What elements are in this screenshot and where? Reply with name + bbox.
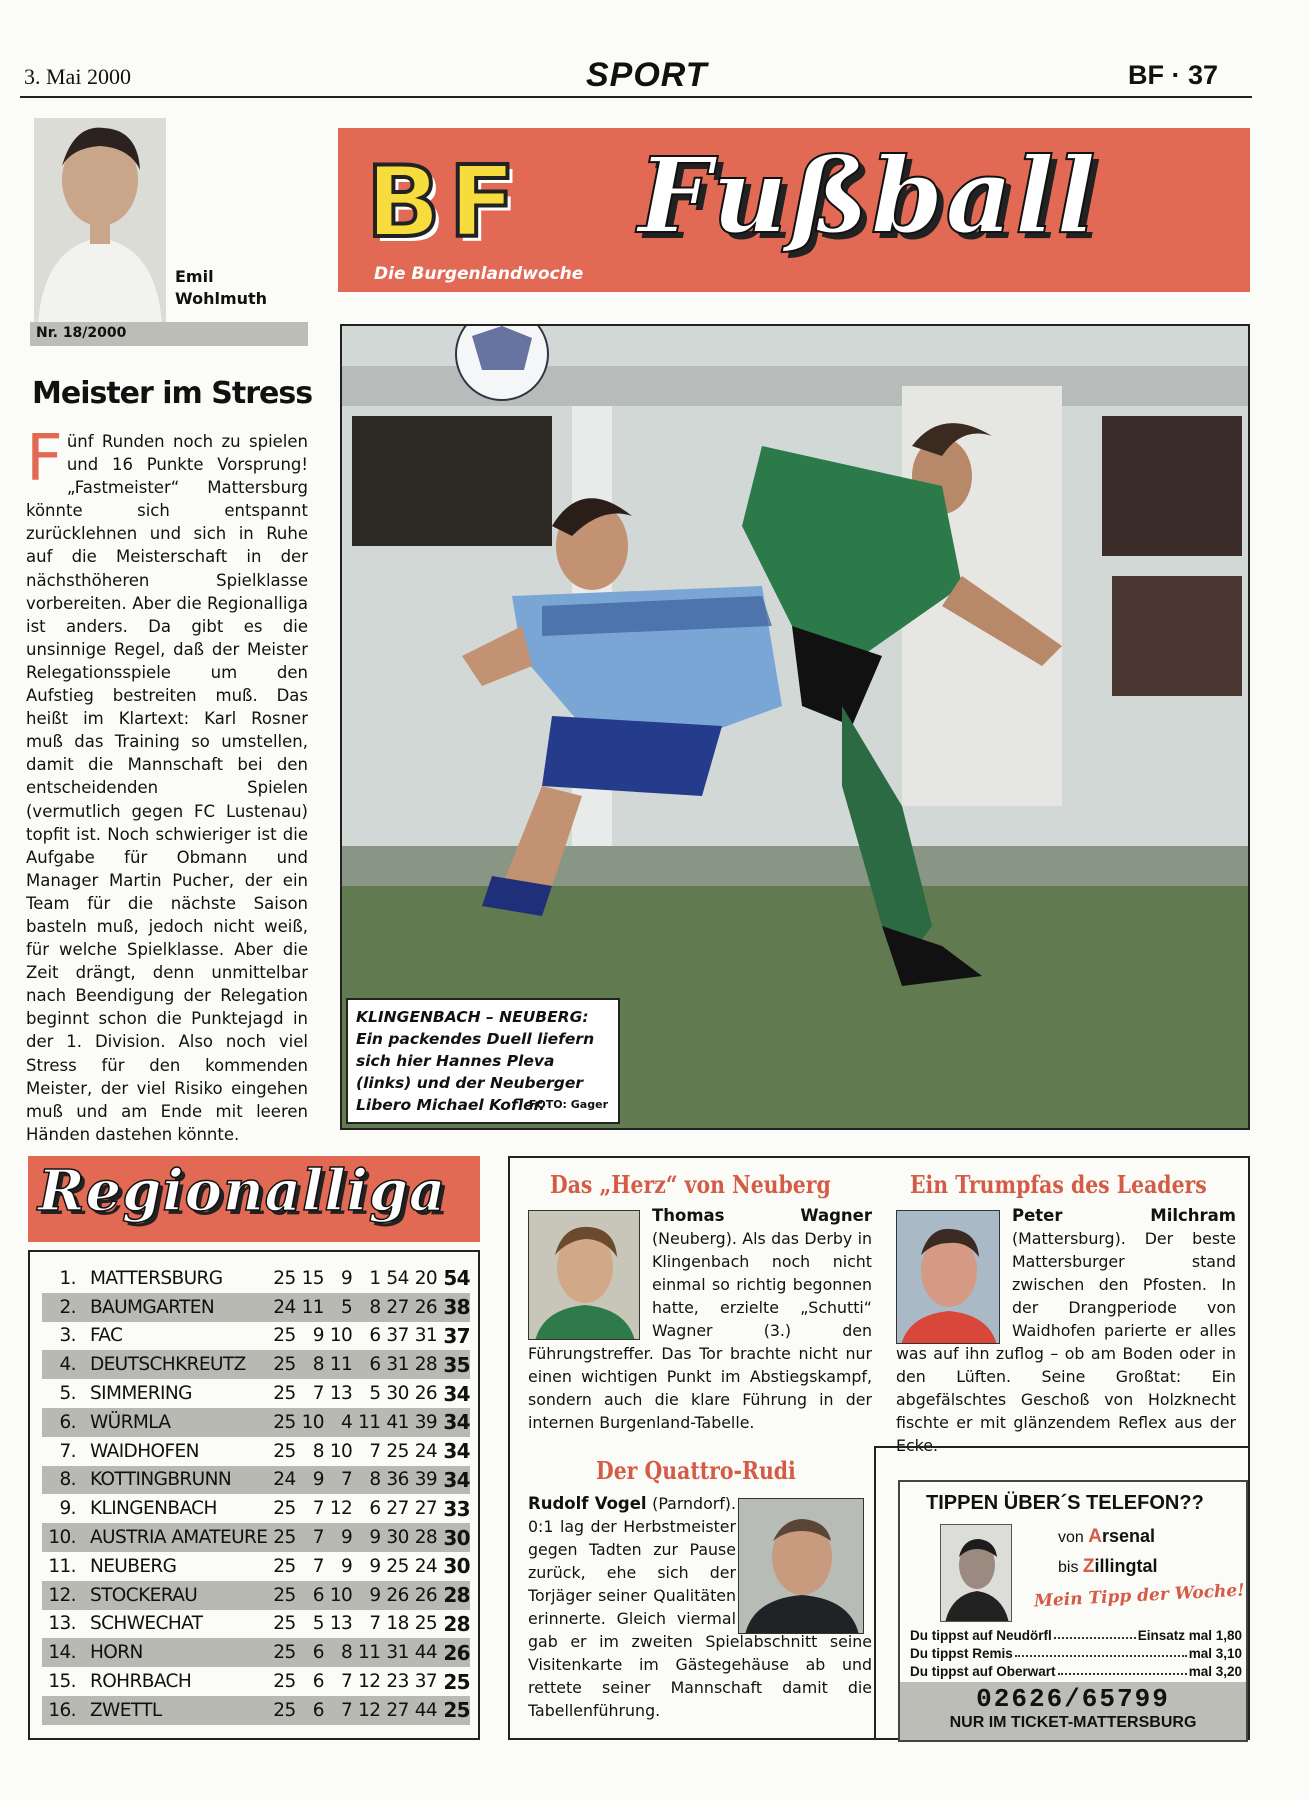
standing-goals-for: 41 xyxy=(380,1408,408,1437)
standing-goals-against: 24 xyxy=(414,1440,438,1462)
standing-rank: 12. xyxy=(42,1581,76,1610)
article-herz-text: (Neuberg). Als das Derby in Klingenbach noch nicht einmal so richtig begonnen hatte, erzielte „Schutti“ Wagner (3.) den Führungstreffer. Das Tor brachte nicht nur einen wichtigen Punkt im Abstiegskampf, sondern auch die klare Führung in der internen Burgenland-Tabelle. xyxy=(528,1229,872,1432)
standing-games: 25 xyxy=(273,1671,296,1693)
article-trumpf-body xyxy=(896,1204,1236,1457)
standing-goals-for: 18 xyxy=(386,1613,409,1635)
standing-wins: 9 xyxy=(312,1325,324,1347)
standing-points: 37 xyxy=(443,1323,470,1348)
bf-fussball-banner xyxy=(338,128,1250,292)
standing-rank: 1. xyxy=(59,1267,76,1289)
standing-points: 33 xyxy=(443,1496,470,1521)
standing-losses: 1 xyxy=(369,1267,381,1289)
standing-wins: 7 xyxy=(312,1498,324,1520)
standings-row xyxy=(42,1264,470,1293)
column-text xyxy=(26,422,308,1146)
tippen-phone: 02626/65799 xyxy=(976,1684,1170,1714)
standing-rank: 14. xyxy=(42,1638,76,1667)
standing-games: 25 xyxy=(273,1498,296,1520)
standing-rank: 9. xyxy=(59,1498,76,1520)
header-rule xyxy=(20,96,1252,98)
standing-losses: 11 xyxy=(352,1638,380,1667)
tippen-phone-bar xyxy=(900,1682,1246,1740)
standing-games: 24 xyxy=(267,1293,295,1322)
standing-wins: 8 xyxy=(296,1350,324,1379)
standing-losses: 7 xyxy=(369,1613,381,1635)
tippen-from-rest: rsenal xyxy=(1101,1526,1156,1546)
standing-games: 25 xyxy=(273,1613,296,1635)
standing-wins: 5 xyxy=(312,1613,324,1635)
standing-rank: 11. xyxy=(48,1555,76,1577)
standing-games: 25 xyxy=(273,1440,296,1462)
standings-row xyxy=(42,1552,470,1581)
standing-games: 25 xyxy=(273,1325,296,1347)
standing-rank: 15. xyxy=(48,1671,76,1693)
standings-row xyxy=(42,1610,470,1639)
standing-team: AUSTRIA AMATEURE xyxy=(76,1523,267,1552)
standing-team: MATTERSBURG xyxy=(89,1267,223,1289)
article-herz-name: Thomas Wagner xyxy=(652,1206,872,1225)
standing-wins: 6 xyxy=(296,1638,324,1667)
standings-row xyxy=(42,1523,470,1552)
standing-team: SCHWECHAT xyxy=(89,1613,203,1635)
league-title: Regionalliga xyxy=(38,1158,447,1224)
standings-row xyxy=(42,1379,470,1408)
article-herz-title: Das „Herz“ von Neuberg xyxy=(550,1170,831,1199)
league-table xyxy=(28,1250,480,1740)
standing-wins: 8 xyxy=(312,1440,324,1462)
standing-draws: 7 xyxy=(324,1466,352,1495)
standing-goals-against: 44 xyxy=(409,1638,437,1667)
standing-wins: 6 xyxy=(312,1671,324,1693)
standings-table xyxy=(42,1264,470,1725)
author-name: Emil Wohlmuth xyxy=(175,267,268,308)
standing-wins: 7 xyxy=(312,1555,324,1577)
standing-games: 25 xyxy=(267,1523,295,1552)
standing-team: ROHRBACH xyxy=(89,1671,192,1693)
tippen-motto: Mein Tipp der Woche! xyxy=(1033,1580,1246,1612)
standing-team: STOCKERAU xyxy=(76,1581,267,1610)
standing-goals-for: 27 xyxy=(386,1498,409,1520)
article-herz-body xyxy=(528,1204,872,1434)
standing-losses: 11 xyxy=(352,1408,380,1437)
page-number: BF · 37 xyxy=(1128,60,1219,90)
standing-goals-against: 39 xyxy=(409,1408,437,1437)
standing-wins: 6 xyxy=(296,1581,324,1610)
standing-goals-for: 37 xyxy=(386,1325,409,1347)
standing-points: 34 xyxy=(443,1439,470,1464)
standing-draws: 9 xyxy=(341,1267,353,1289)
standing-goals-against: 25 xyxy=(414,1613,438,1635)
standing-goals-for: 31 xyxy=(380,1638,408,1667)
standing-goals-for: 25 xyxy=(386,1440,409,1462)
photo-caption xyxy=(346,998,620,1124)
standing-games: 25 xyxy=(267,1350,295,1379)
tippen-top-rule xyxy=(876,1446,1250,1448)
standings-row xyxy=(42,1408,470,1437)
tippen-photo xyxy=(940,1524,1012,1622)
standing-games: 25 xyxy=(273,1555,296,1577)
standing-losses: 9 xyxy=(352,1523,380,1552)
standing-goals-against: 26 xyxy=(409,1293,437,1322)
standing-team: DEUTSCHKREUTZ xyxy=(76,1350,267,1379)
standing-goals-against: 44 xyxy=(409,1696,437,1725)
standing-losses: 7 xyxy=(369,1440,381,1462)
tip-line xyxy=(910,1628,1242,1643)
standing-draws: 13 xyxy=(329,1613,353,1635)
standing-games: 25 xyxy=(267,1696,295,1725)
standing-goals-against: 26 xyxy=(414,1383,438,1405)
standing-points: 54 xyxy=(443,1266,470,1291)
article-trumpf-name: Peter Milchram xyxy=(1012,1206,1236,1225)
standing-goals-for: 25 xyxy=(386,1555,409,1577)
standing-rank: 2. xyxy=(42,1293,76,1322)
tip-line-left: Du tippst Remis xyxy=(910,1646,1013,1661)
article-rudi-body xyxy=(528,1492,872,1722)
standings-row xyxy=(42,1322,470,1351)
issue-date: 3. Mai 2000 xyxy=(24,64,131,89)
standing-draws: 11 xyxy=(324,1350,352,1379)
standing-losses: 12 xyxy=(358,1671,381,1693)
caption-text: KLINGENBACH – NEUBERG: Ein packendes Duell liefern sich hier Hannes Pleva (links) und der Neuberger Libero Michael Kofler. xyxy=(356,1008,595,1114)
tip-line-right: mal 3,20 xyxy=(1188,1664,1242,1679)
standing-goals-for: 54 xyxy=(386,1267,409,1289)
standing-rank: 6. xyxy=(42,1408,76,1437)
standing-goals-against: 39 xyxy=(409,1466,437,1495)
standing-goals-against: 31 xyxy=(414,1325,438,1347)
standings-row xyxy=(42,1293,470,1322)
standing-goals-for: 31 xyxy=(380,1350,408,1379)
tip-line-right: mal 3,10 xyxy=(1188,1646,1242,1661)
article-rudi-text: (Parndorf). 0:1 lag der Herbstmeister gegen Tadten zur Pause zurück, ehe sich der Torjäger seiner Qualitäten erinnerte. Gleich viermal gab er im zweiten Spielabschnitt seine Visitenkarte im Gästegehäuse ab und rettete seiner Mannschaft damit die Tabellenführung. xyxy=(528,1494,872,1720)
standing-goals-against: 20 xyxy=(414,1267,438,1289)
tip-line xyxy=(910,1664,1242,1679)
standing-goals-for: 36 xyxy=(380,1466,408,1495)
tip-line-dots xyxy=(1054,1628,1136,1639)
standing-points: 30 xyxy=(437,1523,470,1552)
standing-team: ZWETTL xyxy=(76,1696,267,1725)
bf-logo: BF xyxy=(366,146,524,260)
standing-games: 25 xyxy=(267,1638,295,1667)
rudi-tippen-divider xyxy=(874,1446,876,1740)
standing-goals-for: 30 xyxy=(380,1523,408,1552)
standing-points: 30 xyxy=(443,1554,470,1579)
standings-row xyxy=(42,1638,470,1667)
standing-team: HORN xyxy=(76,1638,267,1667)
standing-rank: 16. xyxy=(42,1696,76,1725)
column-body: ünf Runden noch zu spielen und 16 Punkte Vorsprung! „Fastmeister“ Mattersburg könnte sich entspannt zurücklehnen und sich in Ruhe auf die Meisterschaft in der nächsthöheren Spielklasse vorbereiten. Aber die Regionalliga ist anders. Da gibt es die unsinnige Regel, daß der Meister Relegationsspiele um den Aufstieg bestreiten muß. Das heißt im Klartext: Karl Rosner muß das Training so umstellen, damit die Mannschaft bei den entscheidenden Spielen (vermutlich gegen FC Lustenau) topfit ist. Noch schwieriger ist die Aufgabe für Obmann und Manager Martin Pucher, der ein Team für die nächste Saison basteln muß, jedoch nicht weiß, für welche Spielklasse. Aber die Zeit drängt, denn unmittelbar nach Beendigung der Relegation beginnt schon die Punktejagd in der 1. Division. Also noch viel Stress für den kommenden Meister, der viel Risiko eingehen muß und am Ende mit leeren Händen dastehen könnte. xyxy=(26,432,308,1144)
article-rudi-title: Der Quattro-Rudi xyxy=(596,1456,796,1485)
standing-rank: 10. xyxy=(42,1523,76,1552)
tippen-to-rest: illingtal xyxy=(1094,1556,1158,1576)
author-portrait-icon xyxy=(34,118,166,324)
standings-row xyxy=(42,1581,470,1610)
tippen-from-prefix: von xyxy=(1058,1529,1089,1546)
standing-rank: 13. xyxy=(48,1613,76,1635)
standing-wins: 9 xyxy=(296,1466,324,1495)
standing-draws: 7 xyxy=(324,1696,352,1725)
standing-losses: 8 xyxy=(352,1466,380,1495)
photo-credit: FOTO: Gager xyxy=(528,1098,608,1111)
tippen-portrait-icon xyxy=(941,1525,1012,1622)
standing-draws: 4 xyxy=(324,1408,352,1437)
column-headline: Meister im Stress xyxy=(32,376,313,411)
standing-games: 25 xyxy=(267,1408,295,1437)
standing-losses: 12 xyxy=(352,1696,380,1725)
standing-draws: 13 xyxy=(329,1383,353,1405)
standings-row xyxy=(42,1667,470,1696)
standing-wins: 7 xyxy=(312,1383,324,1405)
standing-losses: 9 xyxy=(369,1555,381,1577)
standing-team: NEUBERG xyxy=(89,1555,177,1577)
standing-points: 38 xyxy=(437,1293,470,1322)
tippen-title: TIPPEN ÜBER´S TELEFON?? xyxy=(926,1492,1204,1514)
standing-draws: 7 xyxy=(341,1671,353,1693)
standing-rank: 8. xyxy=(42,1466,76,1495)
standing-wins: 10 xyxy=(296,1408,324,1437)
tippen-to-prefix: bis xyxy=(1058,1559,1083,1576)
standing-points: 34 xyxy=(443,1381,470,1406)
standing-rank: 3. xyxy=(59,1325,76,1347)
standing-draws: 12 xyxy=(329,1498,353,1520)
standing-goals-for: 27 xyxy=(380,1696,408,1725)
tip-line-right: Einsatz mal 1,80 xyxy=(1137,1628,1242,1643)
dropcap: F xyxy=(26,422,63,496)
standing-draws: 9 xyxy=(324,1523,352,1552)
standing-team: BAUMGARTEN xyxy=(76,1293,267,1322)
standing-goals-against: 26 xyxy=(409,1581,437,1610)
standings-row xyxy=(42,1696,470,1725)
standing-points: 28 xyxy=(437,1581,470,1610)
standing-goals-against: 27 xyxy=(414,1498,438,1520)
tip-line-left: Du tippst auf Oberwart xyxy=(910,1664,1056,1679)
standing-goals-for: 30 xyxy=(386,1383,409,1405)
section-title: SPORT xyxy=(586,56,708,94)
issue-number: Nr. 18/2000 xyxy=(30,322,308,346)
standing-rank: 5. xyxy=(59,1383,76,1405)
standing-games: 24 xyxy=(267,1466,295,1495)
banner-subtitle: Die Burgenlandwoche xyxy=(374,264,584,284)
standing-draws: 10 xyxy=(329,1440,353,1462)
standings-row xyxy=(42,1437,470,1466)
tip-line xyxy=(910,1646,1242,1661)
standing-points: 34 xyxy=(437,1466,470,1495)
standing-losses: 6 xyxy=(369,1325,381,1347)
standing-team: KOTTINGBRUNN xyxy=(76,1466,267,1495)
standing-losses: 8 xyxy=(352,1293,380,1322)
standing-points: 28 xyxy=(443,1611,470,1636)
standings-row xyxy=(42,1350,470,1379)
tip-line-dots xyxy=(1015,1646,1187,1657)
article-rudi-name: Rudolf Vogel xyxy=(528,1494,647,1513)
standing-team: WAIDHOFEN xyxy=(89,1440,199,1462)
standing-games: 25 xyxy=(273,1383,296,1405)
standing-team: SIMMERING xyxy=(89,1383,192,1405)
standing-losses: 5 xyxy=(369,1383,381,1405)
standing-losses: 6 xyxy=(352,1350,380,1379)
standings-row xyxy=(42,1494,470,1523)
tippen-to-initial: Z xyxy=(1082,1556,1095,1577)
standing-team: WÜRMLA xyxy=(76,1408,267,1437)
standing-games: 25 xyxy=(267,1581,295,1610)
author-photo xyxy=(34,118,166,324)
standing-draws: 10 xyxy=(324,1581,352,1610)
league-banner xyxy=(28,1156,480,1242)
standing-wins: 15 xyxy=(301,1267,324,1289)
tippen-from-initial: A xyxy=(1088,1526,1102,1547)
standing-wins: 7 xyxy=(296,1523,324,1552)
standing-goals-against: 24 xyxy=(414,1555,438,1577)
standing-draws: 5 xyxy=(324,1293,352,1322)
standing-rank: 4. xyxy=(42,1350,76,1379)
standing-team: FAC xyxy=(89,1325,123,1347)
standing-draws: 9 xyxy=(341,1555,353,1577)
standing-goals-for: 27 xyxy=(380,1293,408,1322)
tip-line-dots xyxy=(1058,1664,1187,1675)
standing-rank: 7. xyxy=(59,1440,76,1462)
article-trumpf-text: (Mattersburg). Der beste Mattersburger stand zwischen den Pfosten. In der Drangperiode von Waidhofen parierte er alles was auf ihn zuflog – ob am Boden oder in den Lüften. Seine Großtat: Ein abgefälschtes Geschoß von Holzknecht fischte er mit glänzendem Reflex aus der xyxy=(896,1229,1236,1432)
standing-goals-for: 23 xyxy=(386,1671,409,1693)
standing-points: 35 xyxy=(437,1350,470,1379)
standing-draws: 8 xyxy=(324,1638,352,1667)
tippen-from xyxy=(1058,1526,1155,1548)
standing-wins: 6 xyxy=(296,1696,324,1725)
standing-losses: 9 xyxy=(352,1581,380,1610)
article-trumpf-title: Ein Trumpfas des Leaders xyxy=(910,1170,1207,1199)
standings-row xyxy=(42,1466,470,1495)
standing-team: KLINGENBACH xyxy=(89,1498,217,1520)
tippen-venue: NUR IM TICKET-MATTERSBURG xyxy=(949,1714,1197,1731)
tippen-to xyxy=(1058,1556,1158,1578)
standing-goals-against: 37 xyxy=(414,1671,438,1693)
standing-points: 34 xyxy=(437,1408,470,1437)
standing-points: 26 xyxy=(437,1638,470,1667)
standing-points: 25 xyxy=(437,1696,470,1725)
standing-draws: 10 xyxy=(329,1325,353,1347)
standing-games: 25 xyxy=(273,1267,296,1289)
standing-losses: 6 xyxy=(369,1498,381,1520)
tip-line-left: Du tippst auf Neudörfl xyxy=(910,1628,1052,1643)
standing-goals-against: 28 xyxy=(409,1523,437,1552)
standing-points: 25 xyxy=(443,1669,470,1694)
standing-wins: 11 xyxy=(296,1293,324,1322)
banner-title: Fußball xyxy=(638,134,1098,257)
standing-goals-against: 28 xyxy=(409,1350,437,1379)
standing-goals-for: 26 xyxy=(380,1581,408,1610)
phone-tip-ad xyxy=(898,1480,1248,1742)
